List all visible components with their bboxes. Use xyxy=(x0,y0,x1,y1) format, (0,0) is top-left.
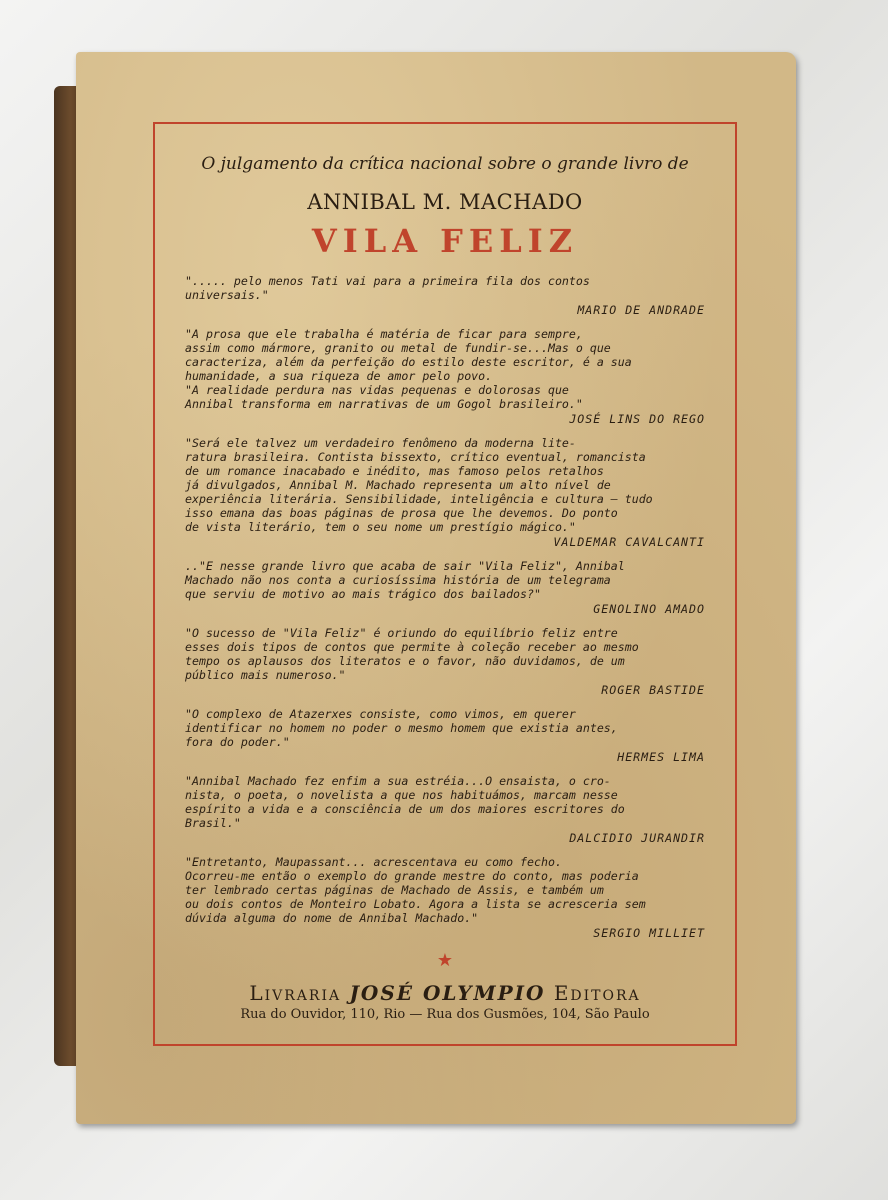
publisher-word-editora: Editora xyxy=(553,981,641,1005)
quote-block xyxy=(185,707,705,764)
quote-block xyxy=(185,559,705,616)
intro-line: O julgamento da crítica nacional sobre o grande livro de xyxy=(201,154,689,174)
quote-text: "O complexo de Atazerxes consiste, como vimos, em querer identificar no homem no poder o mesmo homem que existia antes, fora do poder." xyxy=(185,707,618,749)
quote-text: "Entretanto, Maupassant... acrescentava eu como fecho. Ocorreu-me então o exemplo do grande mestre do conto, mas poderia ter lembrado certas páginas de Machado de Assis, e também um ou dois contos de Monteiro Lobato. Agora a lista se acresceria sem dúvida alguma do nome de Annibal Machado." xyxy=(185,855,646,925)
quote-block xyxy=(185,626,705,697)
critic-name: ROGER BASTIDE xyxy=(601,683,705,697)
critic-name: MARIO DE ANDRADE xyxy=(577,303,705,317)
quotes-list xyxy=(185,274,705,940)
critic-name: HERMES LIMA xyxy=(617,750,705,764)
quote-text: "Será ele talvez um verdadeiro fenômeno da moderna lite- ratura brasileira. Contista bissexto, crítico eventual, romancista de um romance inacabado e inédito, mas famoso pelos retalhos já divulgados, Annibal M. Machado representa um alto nível de experiência literária. Sensibilidade, inteligência e cultura — tudo isso emana das boas páginas de prosa que lhe devemos. Do ponto de vista literário, tem o seu nome um prestígio mágico." xyxy=(185,436,653,534)
cover-frame xyxy=(153,122,737,1046)
critic-name: DALCIDIO JURANDIR xyxy=(569,831,705,845)
critic-name: JOSÉ LINS DO REGO xyxy=(569,412,705,426)
publisher-name: JOSÉ OLYMPIO xyxy=(349,981,546,1005)
publisher-line xyxy=(185,981,705,1005)
critic-name: VALDEMAR CAVALCANTI xyxy=(553,535,705,549)
quote-block xyxy=(185,855,705,940)
quote-text: "O sucesso de "Vila Feliz" é oriundo do equilíbrio feliz entre esses dois tipos de contos que permite à coleção receber ao mesmo tempo os aplausos dos literatos e o favor, não duvidamos, de um público mais numeroso." xyxy=(185,626,639,682)
quote-block xyxy=(185,436,705,549)
quote-text: "..... pelo menos Tati vai para a primeira fila dos contos universais." xyxy=(185,274,590,302)
publisher-address: Rua do Ouvidor, 110, Rio — Rua dos Gusmões, 104, São Paulo xyxy=(240,1007,650,1022)
publisher-word-livraria: Livraria xyxy=(249,981,342,1005)
critic-name: GENOLINO AMADO xyxy=(593,602,705,616)
critic-name: SERGIO MILLIET xyxy=(593,926,705,940)
quote-text: "A prosa que ele trabalha é matéria de ficar para sempre, assim como mármore, granito ou metal de fundir-se...Mas o que caracteriza, além da perfeição do estilo deste escritor, é a sua humanidade, a sua riqueza de amor pelo povo. "A realidade perdura nas vidas pequenas e dolorosas que Annibal transforma em narrativas de um Gogol brasileiro." xyxy=(185,327,632,411)
author-name: ANNIBAL M. MACHADO xyxy=(307,190,583,214)
book-title: VILA FELIZ xyxy=(311,222,579,260)
quote-block xyxy=(185,327,705,426)
quote-text: "Annibal Machado fez enfim a sua estréia...O ensaista, o cro- nista, o poeta, o novelista a que nos habituámos, marcam nesse espírito a vida e a consciência de um dos maiores escritores do Brasil." xyxy=(185,774,625,830)
cover-content xyxy=(185,124,705,1044)
quote-text: .."E nesse grande livro que acaba de sair "Vila Feliz", Annibal Machado não nos conta a curiosíssima história de um telegrama que serviu de motivo ao mais trágico dos bailados?" xyxy=(185,559,625,601)
quote-block xyxy=(185,774,705,845)
star-icon: ★ xyxy=(436,950,454,971)
quote-block xyxy=(185,274,705,317)
